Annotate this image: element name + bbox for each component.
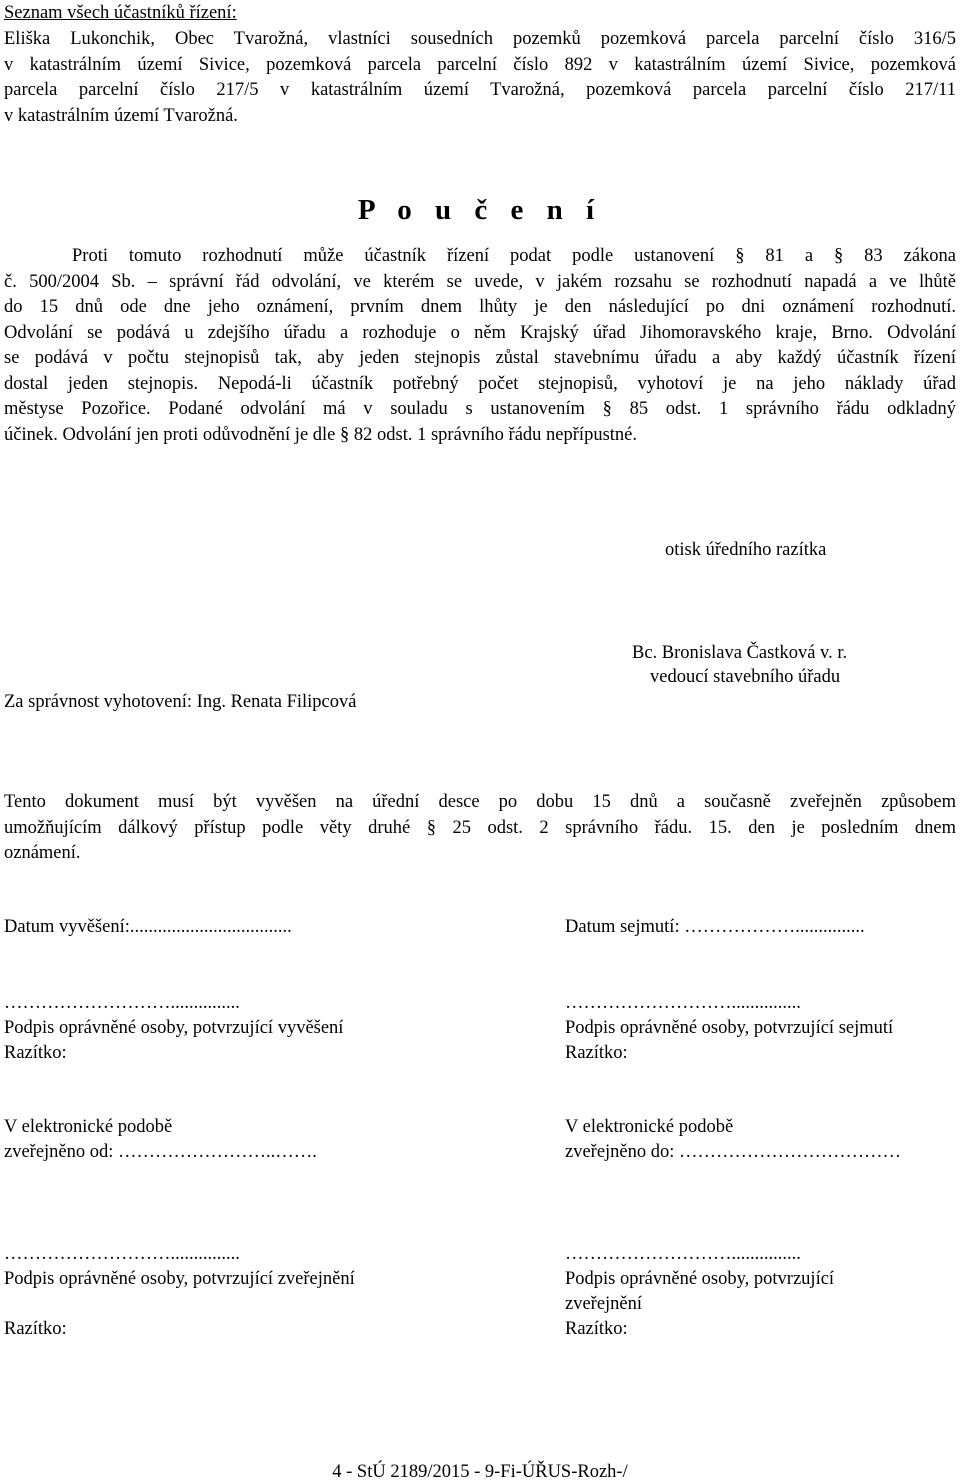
signature-dots: ………………………............... xyxy=(565,993,801,1013)
page-footer-reference: 4 - StÚ 2189/2015 - 9-Fi-ÚŘUS-Rozh-/ xyxy=(332,1462,628,1482)
posted-date-field: Datum vyvěšení:................................... xyxy=(4,917,292,937)
instruction-body xyxy=(4,244,956,448)
instruction-line: do 15 dnů ode dne jeho oznámení, prvním dnem lhůty je den následující po dni oznámení rozhodnutí. xyxy=(4,297,956,317)
participants-line: parcela parcelní číslo 217/5 v katastrálním území Tvarožná, pozemková parcela parcelní číslo 217/11 xyxy=(4,80,956,100)
signatory-role: vedoucí stavebního úřadu xyxy=(650,667,841,687)
instruction-line: se podává v počtu stejnopisů tak, aby jeden stejnopis zůstal stavebnímu úřadu a aby každý účastník řízení xyxy=(4,348,956,368)
instruction-line: Proti tomuto rozhodnutí může účastník řízení podat podle ustanovení § 81 a § 83 zákona xyxy=(72,246,956,266)
electronic-label: V elektronické podobě xyxy=(4,1117,173,1137)
posting-line: Tento dokument musí být vyvěšen na úřední desce po dobu 15 dnů a současně zveřejněn způsobem xyxy=(4,792,956,812)
electronic-label: V elektronické podobě xyxy=(565,1117,734,1137)
published-from-field: zveřejněno od: ……………………..……. xyxy=(4,1142,317,1162)
participants-line: Eliška Lukonchik, Obec Tvarožná, vlastníci sousedních pozemků pozemková parcela parcelní číslo 316/5 xyxy=(4,29,956,49)
signatory-name: Bc. Bronislava Častková v. r. xyxy=(632,643,848,663)
instruction-line: účinek. Odvolání jen proti odůvodnění je dle § 82 odst. 1 správního řádu nepřípustné. xyxy=(4,424,637,445)
instruction-line: Odvolání se podává u zdejšího úřadu a rozhoduje o něm Krajský úřad Jihomoravského kraje, Brno. Odvolání xyxy=(4,322,956,343)
correctness-note: Za správnost vyhotovení: Ing. Renata Filipcová xyxy=(4,692,357,712)
participants-heading: Seznam všech účastníků řízení: xyxy=(4,3,237,23)
stamp-label: Razítko: xyxy=(565,1043,628,1063)
signature-label-publishing-cont: zveřejnění xyxy=(565,1294,643,1314)
stamp-placeholder: otisk úředního razítka xyxy=(665,540,827,560)
instruction-line: dostal jeden stejnopis. Nepodá-li účastník potřebný počet stejnopisů, vyhotoví je na jeho náklady úřad xyxy=(4,373,956,394)
removed-date-field: Datum sejmutí: ………………............... xyxy=(565,917,865,937)
signature-dots: ………………………............... xyxy=(4,1244,240,1264)
signature-dots: ………………………............... xyxy=(565,1244,801,1264)
instruction-title: P o u č e n í xyxy=(357,194,603,226)
signature-label-removal: Podpis oprávněné osoby, potvrzující sejmutí xyxy=(565,1018,894,1038)
participants-line: v katastrálním území Sivice, pozemková parcela parcelní číslo 892 v katastrálním území Sivice, pozemková xyxy=(4,54,956,75)
participants-list xyxy=(4,27,956,129)
published-to-field: zveřejněno do: ……………………………… xyxy=(565,1142,902,1162)
posting-line: umožňujícím dálkový přístup podle věty druhé § 25 odst. 2 správního řádu. 15. den je posledním dnem xyxy=(4,817,956,838)
instruction-line: městyse Pozořice. Podané odvolání má v souladu s ustanovením § 85 odst. 1 správního řádu odkladný xyxy=(4,399,956,419)
instruction-line: č. 500/2004 Sb. – správní řád odvolání, ve kterém se uvede, v jakém rozsahu se rozhodnutí napadá a ve lhůtě xyxy=(4,271,956,292)
signature-dots: ………………………............... xyxy=(4,993,240,1013)
signature-label-posting: Podpis oprávněné osoby, potvrzující vyvěšení xyxy=(4,1018,344,1038)
signature-label-publishing: Podpis oprávněné osoby, potvrzující zveřejnění xyxy=(4,1269,355,1289)
posting-note xyxy=(4,790,956,867)
stamp-label: Razítko: xyxy=(4,1043,67,1063)
stamp-label: Razítko: xyxy=(565,1319,628,1339)
participants-line: v katastrálním území Tvarožná. xyxy=(4,105,238,126)
signature-label-publishing: Podpis oprávněné osoby, potvrzující xyxy=(565,1269,835,1289)
posting-line: oznámení. xyxy=(4,843,81,863)
stamp-label: Razítko: xyxy=(4,1319,67,1339)
